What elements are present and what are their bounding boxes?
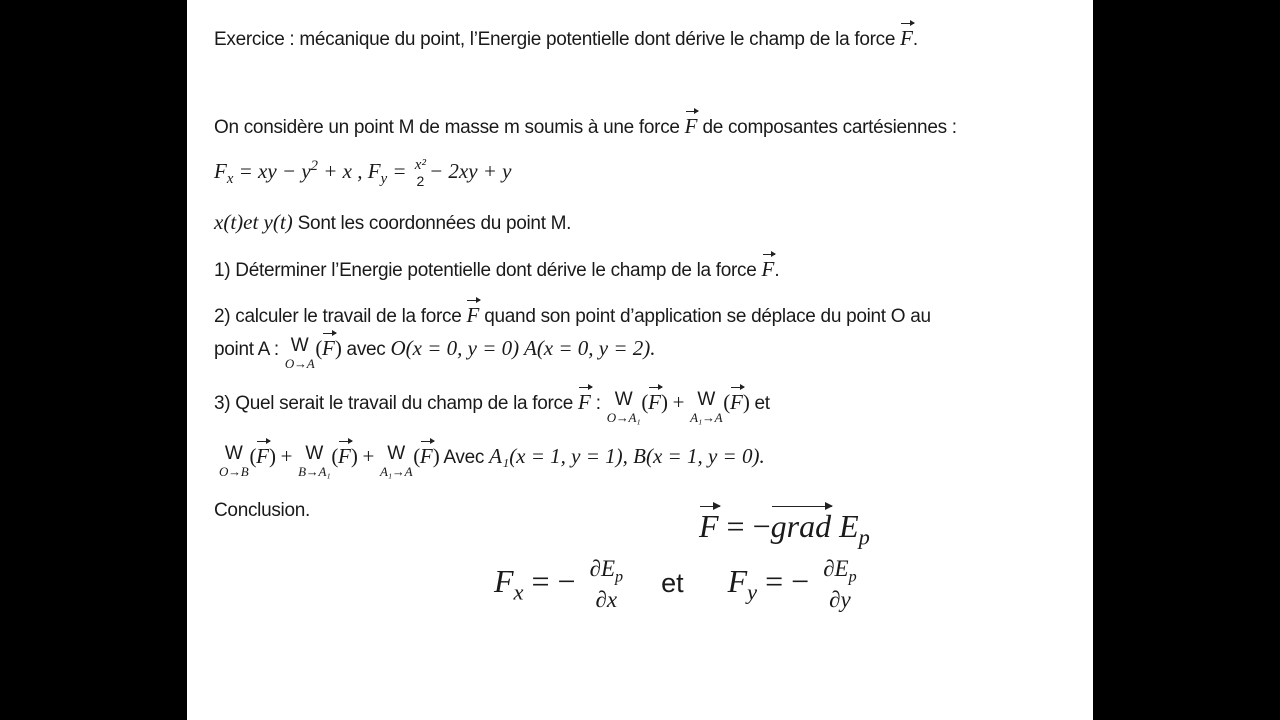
question-2: [214, 303, 931, 328]
vector-F: F: [466, 303, 480, 327]
q2-avec: avec: [341, 339, 391, 360]
question-2-line-2: point A : W O→A (F) avec O(x = 0, y = 0) A(x = 0, y = 2).: [214, 335, 656, 371]
work-symbol: [380, 444, 412, 478]
work-symbol: [219, 444, 248, 478]
question-3-line-2: W O→B (F) + W B→A₁ (F) + W A₁→A (F) Avec A₁(x = 1, y = 1), B(x = 1, y = 0).: [219, 443, 765, 479]
fy-eq: =: [387, 159, 412, 184]
q1-end: .: [774, 260, 780, 281]
fy-sub: y: [747, 579, 758, 605]
coords-text: Sont les coordonnées du point M.: [292, 213, 572, 234]
fx-sup: 2: [310, 158, 319, 175]
frac-num: x²: [414, 157, 426, 173]
w-letter: W: [305, 443, 324, 464]
num-sub: p: [848, 568, 857, 586]
q3-points: A₁(x = 1, y = 1), B(x = 1, y = 0).: [489, 444, 765, 468]
vector-F: F: [577, 390, 591, 414]
num-sub: p: [615, 568, 624, 586]
q3-avec: Avec: [439, 447, 490, 468]
num-text: ∂E: [823, 556, 849, 581]
q2-text: 2) calculer le travail de la force: [214, 306, 467, 327]
vector-F: F: [322, 336, 335, 360]
num-text: ∂E: [589, 556, 616, 581]
force-components: [214, 158, 512, 188]
dEp-dx-fraction: [590, 556, 623, 614]
q3-et: et: [749, 393, 770, 414]
fx-expr-a: = xy − y: [233, 159, 311, 184]
w-letter: W: [697, 389, 716, 410]
fy-symbol: F: [367, 159, 381, 184]
eq-minus: = −: [523, 563, 584, 600]
exercise-title: [214, 26, 918, 51]
fy-fraction: [414, 158, 427, 188]
intro-text: On considère un point M de masse m soumis à une force: [214, 117, 685, 138]
w-letter: W: [614, 389, 633, 410]
partial-equations: [494, 556, 857, 614]
gradient-equation: [699, 508, 870, 550]
intro-end: de composantes cartésiennes :: [697, 117, 957, 138]
ep-sub: p: [858, 524, 870, 550]
eq-minus: = −: [718, 508, 771, 544]
w-letter: W: [290, 335, 309, 356]
work-path: B→A₁: [298, 464, 331, 479]
q1-text: 1) Déterminer l’Energie potentielle dont dérive le champ de la force: [214, 260, 762, 281]
vector-F: F: [648, 390, 661, 414]
vector-F: F: [699, 508, 719, 544]
vector-F: F: [730, 390, 743, 414]
w-letter: W: [224, 443, 243, 464]
work-path: O→A: [284, 356, 315, 371]
work-symbol: [607, 390, 641, 424]
question-3: 3) Quel serait le travail du champ de la force F : W O→A₁ (F) + W A₁→A (F) et: [214, 389, 770, 425]
vector-F: F: [256, 444, 269, 468]
eq-minus: = −: [757, 563, 818, 600]
title-text: Exercice : mécanique du point, l’Energie potentielle dont dérive le champ de la force: [214, 29, 901, 50]
fy-symbol: F: [727, 563, 748, 600]
fx-sub: x: [226, 171, 234, 188]
frac-den: 2: [416, 172, 425, 189]
frac-den: ∂y: [829, 587, 851, 613]
vector-F: F: [900, 26, 913, 50]
fx-symbol: F: [494, 563, 514, 600]
q3-colon: :: [590, 393, 606, 414]
work-path: A₁→A: [690, 410, 723, 425]
dEp-dy-fraction: [823, 556, 856, 614]
q2-points: O(x = 0, y = 0) A(x = 0, y = 2).: [390, 336, 656, 360]
fx-expr-b: + x ,: [318, 159, 368, 184]
title-end: .: [912, 29, 918, 50]
plus: +: [667, 390, 690, 414]
plus: +: [275, 444, 298, 468]
fx-sub: x: [513, 579, 524, 605]
work-path: A₁→A: [380, 464, 413, 479]
intro-line: [214, 114, 957, 139]
fy-expr: − 2xy + y: [428, 159, 512, 184]
plus: +: [357, 444, 380, 468]
grad-vector: grad: [770, 508, 832, 544]
vector-F: F: [684, 114, 698, 138]
et-word: et: [661, 568, 684, 599]
conclusion-label: Conclusion.: [214, 500, 310, 521]
work-symbol: [285, 336, 314, 370]
document-page: [187, 0, 1093, 720]
work-symbol: [298, 444, 330, 478]
w-letter: W: [387, 443, 405, 464]
work-path: O→A₁: [606, 410, 641, 425]
vector-F: F: [419, 444, 433, 468]
fy-sub: y: [380, 171, 388, 188]
q2-prefix: point A :: [214, 339, 284, 360]
ep-symbol: E: [831, 508, 859, 544]
coords-math: x(t)et y(t): [214, 210, 293, 234]
question-1: [214, 257, 779, 282]
vector-F: F: [338, 444, 351, 468]
vector-F: F: [761, 257, 775, 281]
q2-text-b: quand son point d’application se déplace du point O au: [479, 306, 931, 327]
coordinates-line: [214, 210, 571, 235]
work-path: O→B: [219, 464, 249, 479]
work-symbol: [690, 390, 722, 424]
frac-den: ∂x: [595, 587, 618, 613]
fx-symbol: F: [214, 159, 227, 184]
frac-num: [823, 556, 856, 587]
frac-num: [590, 556, 623, 587]
q3-text: 3) Quel serait le travail du champ de la force: [214, 393, 578, 414]
